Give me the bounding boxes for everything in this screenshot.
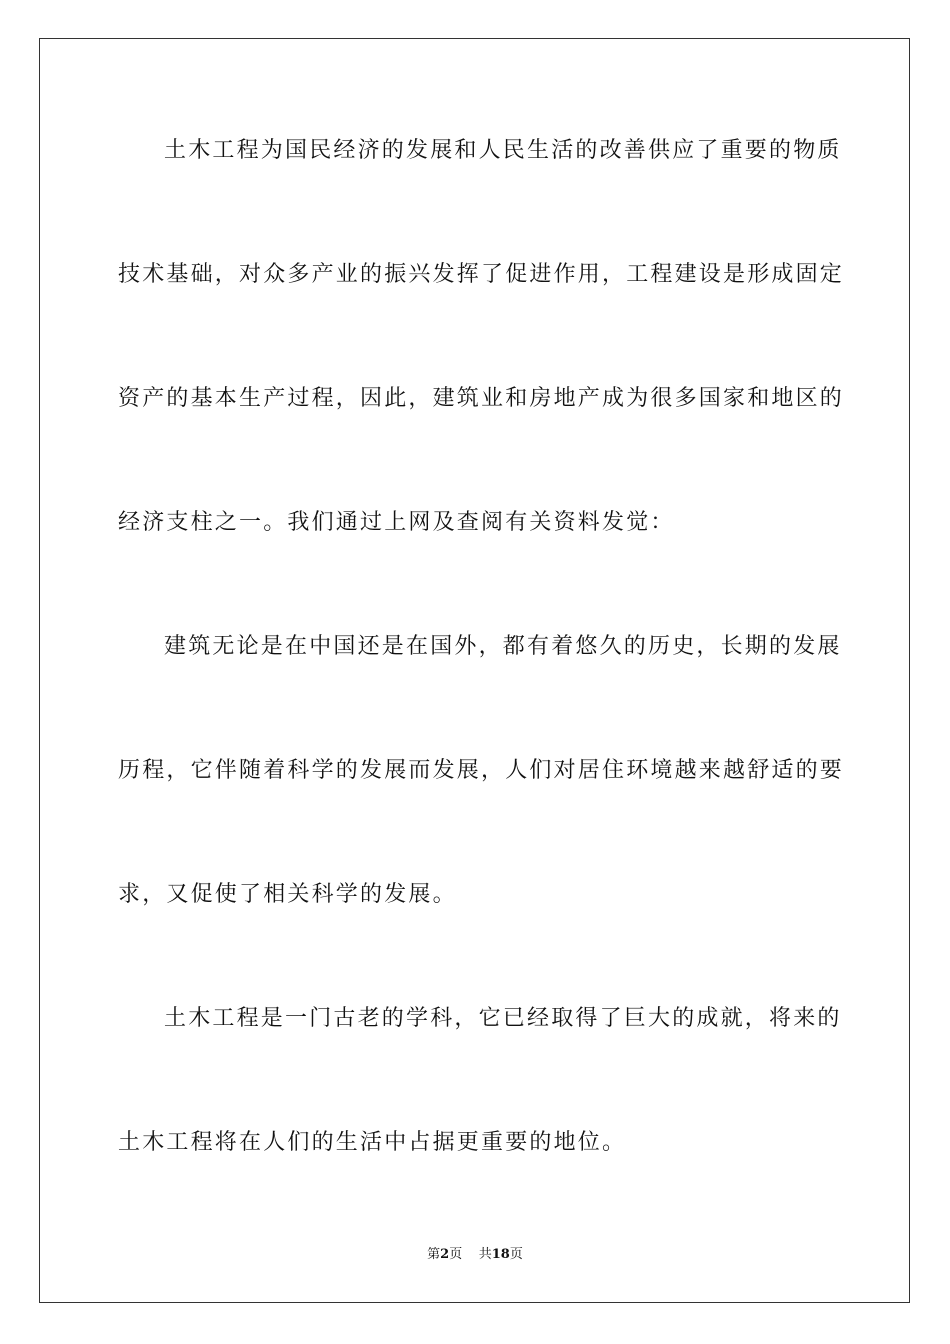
paragraph-3-line-2: 土木工程将在人们的生活中占据更重要的地位。 [118,1130,627,1155]
paragraph-2-line-1: 建筑无论是在中国还是在国外，都有着悠久的历史，长期的发展 [164,634,842,659]
paragraph-1-line-2: 技术基础，对众多产业的振兴发挥了促进作用，工程建设是形成固定 [118,262,845,287]
page-border [39,38,910,1303]
page-footer [0,1246,950,1264]
paragraph-1-line-4: 经济支柱之一。我们通过上网及查阅有关资料发觉： [118,510,675,535]
footer-page-number: 2 [440,1247,450,1262]
paragraph-2-line-3: 求，又促使了相关科学的发展。 [118,882,457,907]
paragraph-2-line-2: 历程，它伴随着科学的发展而发展，人们对居住环境越来越舒适的要 [118,758,845,783]
paragraph-3-line-1: 土木工程是一门古老的学科，它已经取得了巨大的成就，将来的 [164,1006,842,1031]
footer-total-pages: 18 [491,1247,510,1262]
footer-page-suffix: 页 [449,1247,463,1262]
paragraph-1-line-1: 土木工程为国民经济的发展和人民生活的改善供应了重要的物质 [164,138,842,163]
paragraph-1-line-3: 资产的基本生产过程，因此，建筑业和房地产成为很多国家和地区的 [118,386,845,411]
footer-total-prefix: 共 [478,1247,492,1262]
footer-total-suffix: 页 [509,1247,523,1262]
footer-page-prefix: 第 [427,1247,441,1262]
